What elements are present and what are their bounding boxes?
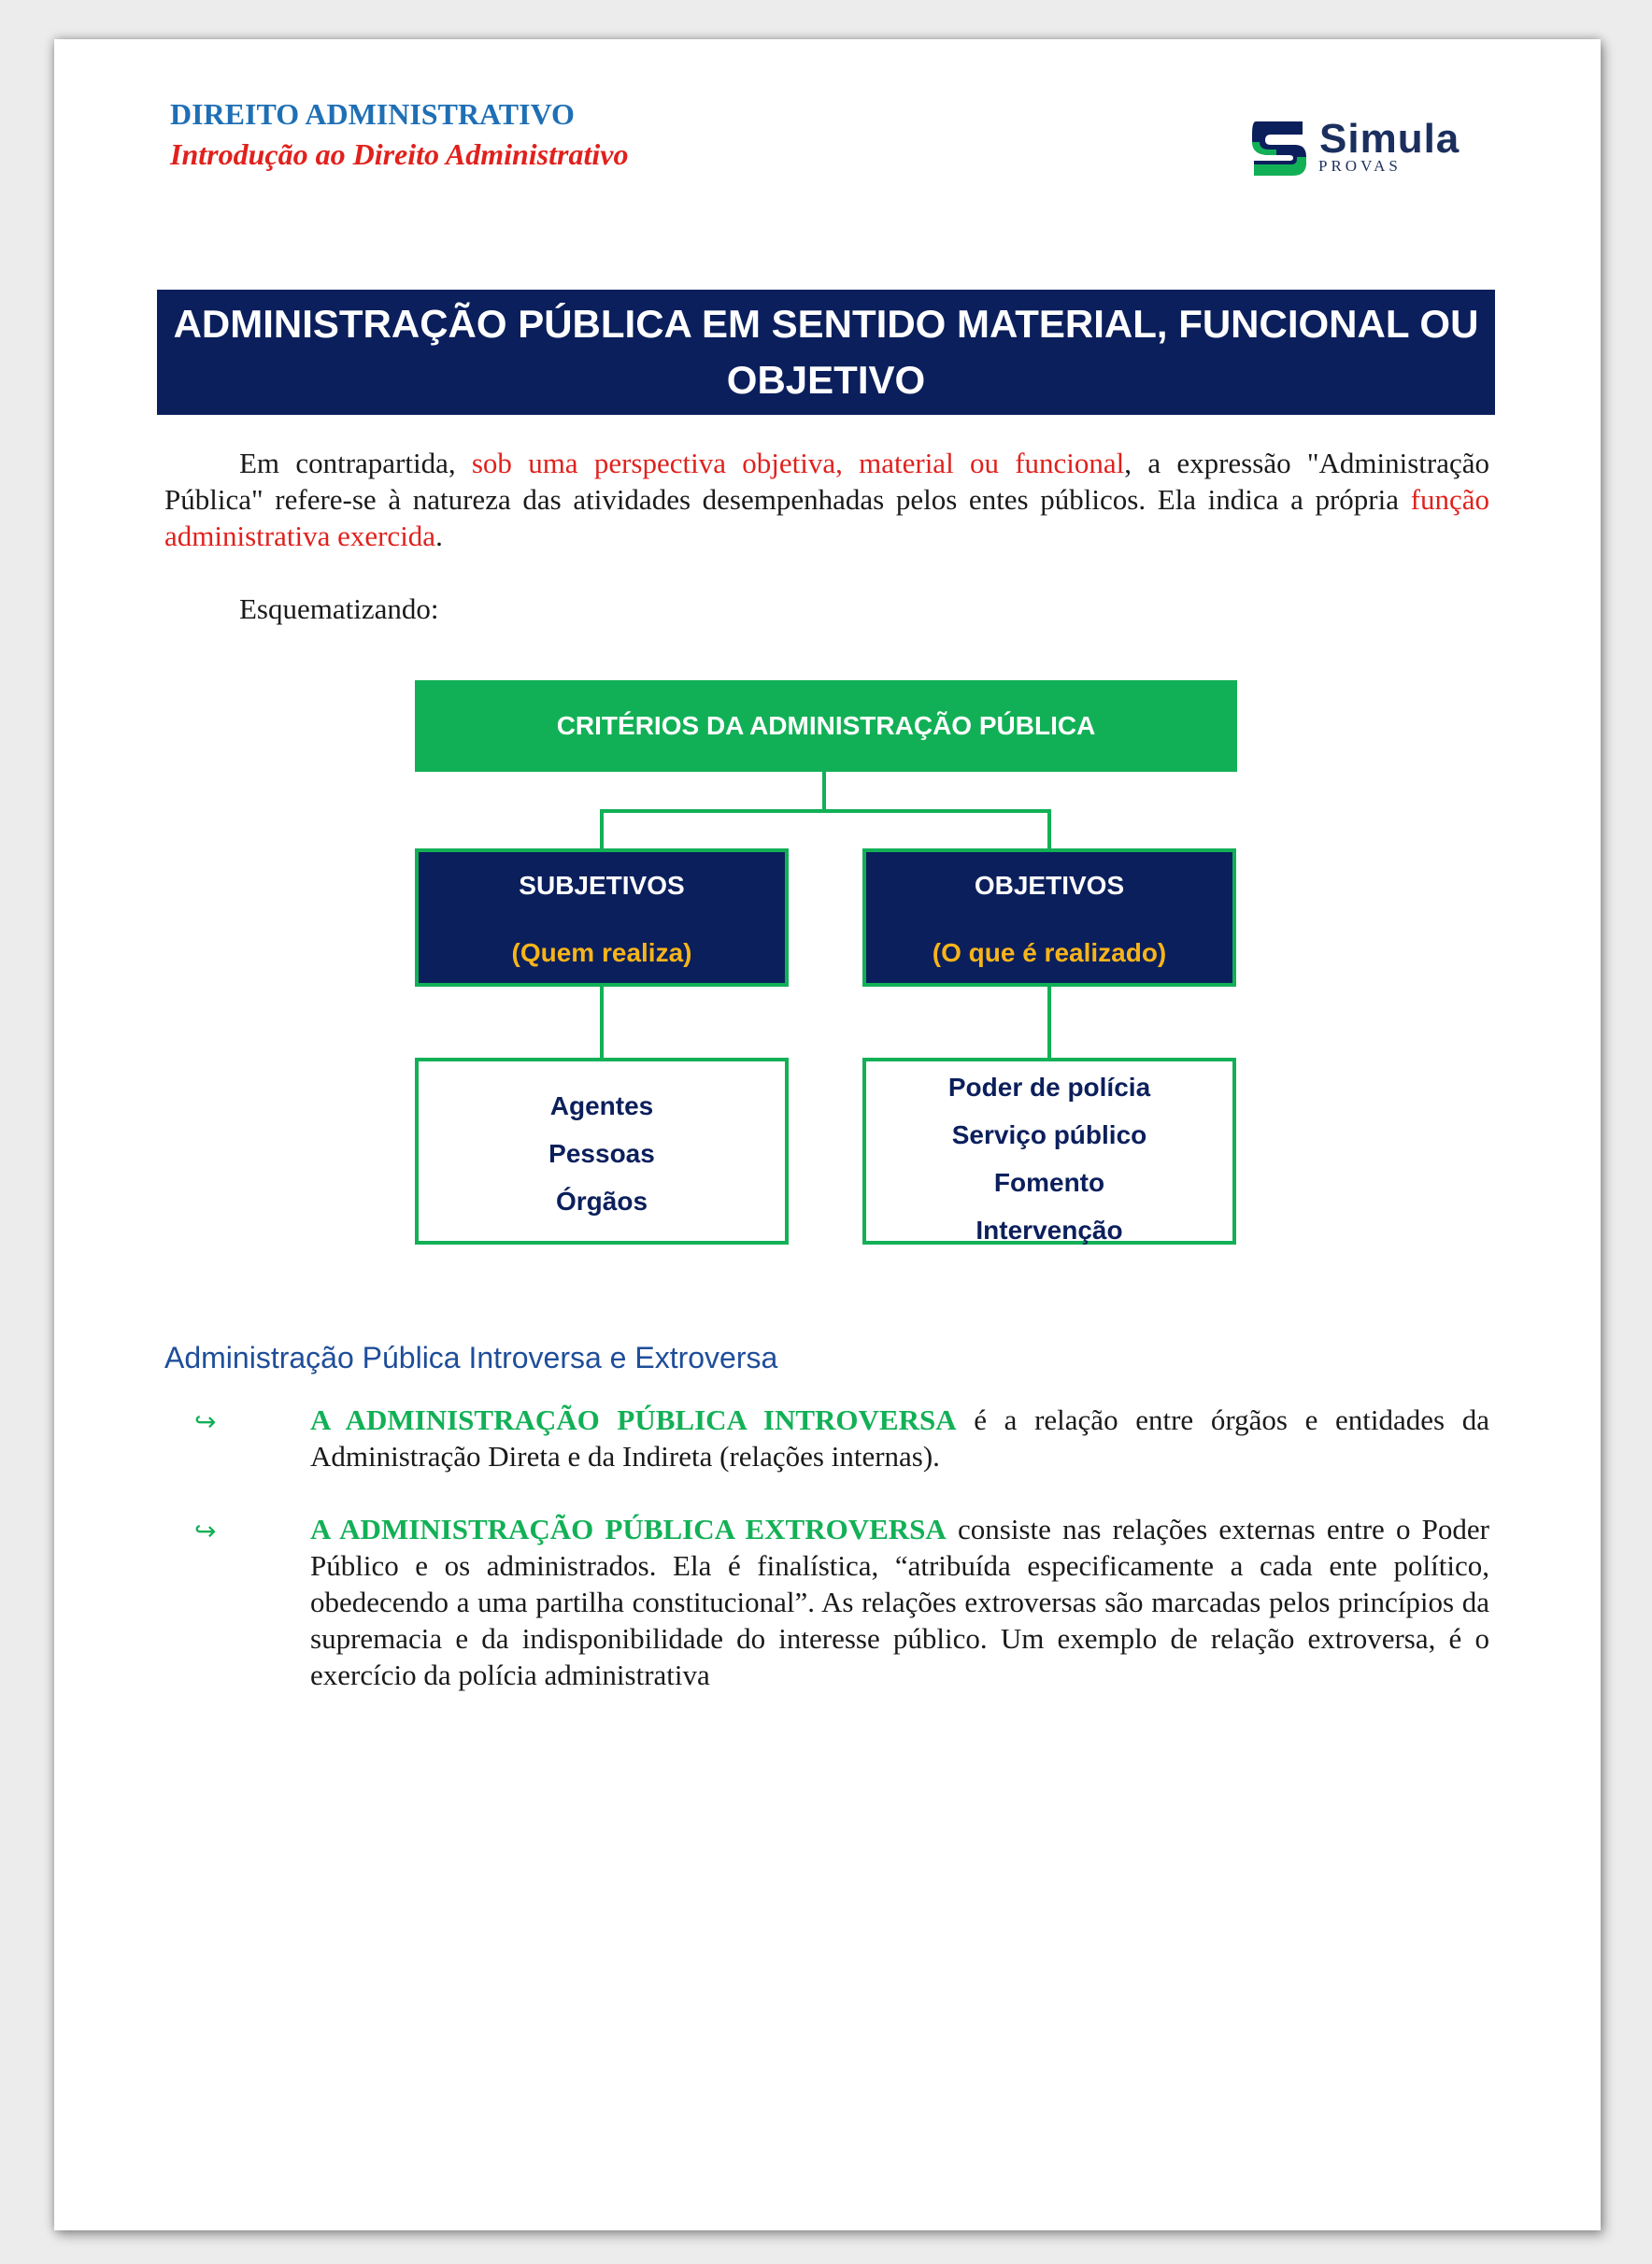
criteria-diagram: [54, 39, 1601, 2230]
subsection-heading: Administração Pública Introversa e Extroversa: [164, 1341, 778, 1374]
bullet-text: consiste nas relações externas entre o Poder Público e os administrados. Ela é finalística, “atribuída especificamente a cada ente político, obedecendo a uma partilha constitucional”. As relações extroversas são marcadas pelos princípios da supremacia e da indisponibilidade do interesse público. Um exemplo de relação extroversa, é o exercício da polícia administrativa: [310, 1513, 1490, 1691]
list-item: Poder de polícia: [947, 1073, 1151, 1102]
logo-subtitle: PROVAS: [1318, 157, 1402, 175]
logo-name: Simula: [1319, 116, 1460, 162]
curved-arrow-icon: ↪: [194, 1516, 217, 1546]
bullet-item: [194, 1511, 1489, 1693]
discipline-label: DIREITO ADMINISTRATIVO: [170, 97, 575, 131]
list-item: Serviço público: [951, 1120, 1147, 1149]
topic-label: Introdução ao Direito Administrativo: [170, 137, 629, 171]
title-line-1: ADMINISTRAÇÃO PÚBLICA EM SENTIDO MATERIAL, FUNCIONAL OU: [173, 302, 1479, 346]
bullet-text: é a relação entre órgãos e entidades da Administração Direta e da Indireta (relações internas).: [310, 1403, 1489, 1473]
objective-items-box: [862, 1058, 1236, 1245]
list-item: Agentes: [549, 1091, 654, 1120]
objective-title: OBJETIVOS: [974, 871, 1125, 900]
objective-subtitle: (O que é realizado): [932, 938, 1167, 967]
connector: [1047, 809, 1051, 850]
bullet-lead: A ADMINISTRAÇÃO PÚBLICA INTROVERSA: [310, 1403, 957, 1436]
intro-text-1: Em contrapartida,: [239, 447, 472, 479]
schema-label: Esquematizando:: [239, 592, 439, 625]
title-line-2: OBJETIVO: [726, 358, 926, 402]
subjective-items-box: [415, 1058, 789, 1245]
subjective-box: [415, 848, 789, 987]
diagram-root-box: CRITÉRIOS DA ADMINISTRAÇÃO PÚBLICA: [415, 680, 1237, 772]
list-item: Fomento: [993, 1168, 1105, 1197]
intro-highlight-1: sob uma perspectiva objetiva, material ou funcional: [471, 447, 1125, 479]
connector: [600, 809, 1051, 813]
list-item: Intervenção: [976, 1216, 1123, 1245]
bullet-lead: A ADMINISTRAÇÃO PÚBLICA EXTROVERSA: [310, 1513, 947, 1545]
subjective-subtitle: (Quem realiza): [511, 938, 692, 967]
intro-text-3: .: [435, 520, 443, 552]
objective-box: [862, 848, 1236, 987]
list-item: Pessoas: [548, 1139, 655, 1168]
subjective-title: SUBJETIVOS: [519, 871, 685, 900]
intro-highlight-2: função administrativa exercida: [164, 483, 1489, 552]
connector: [600, 809, 604, 850]
curved-arrow-icon: ↪: [194, 1406, 217, 1437]
document-page: [54, 39, 1601, 2230]
connector: [1047, 985, 1051, 1060]
intro-text-2: , a expressão "Administração Pública" refere-se à natureza das atividades desempenhadas pelos entes públicos. Ela indica a própria: [164, 447, 1489, 516]
connector: [600, 985, 604, 1060]
list-item: Órgãos: [555, 1187, 648, 1216]
bullet-item: [194, 1402, 1489, 1474]
connector: [822, 772, 826, 811]
